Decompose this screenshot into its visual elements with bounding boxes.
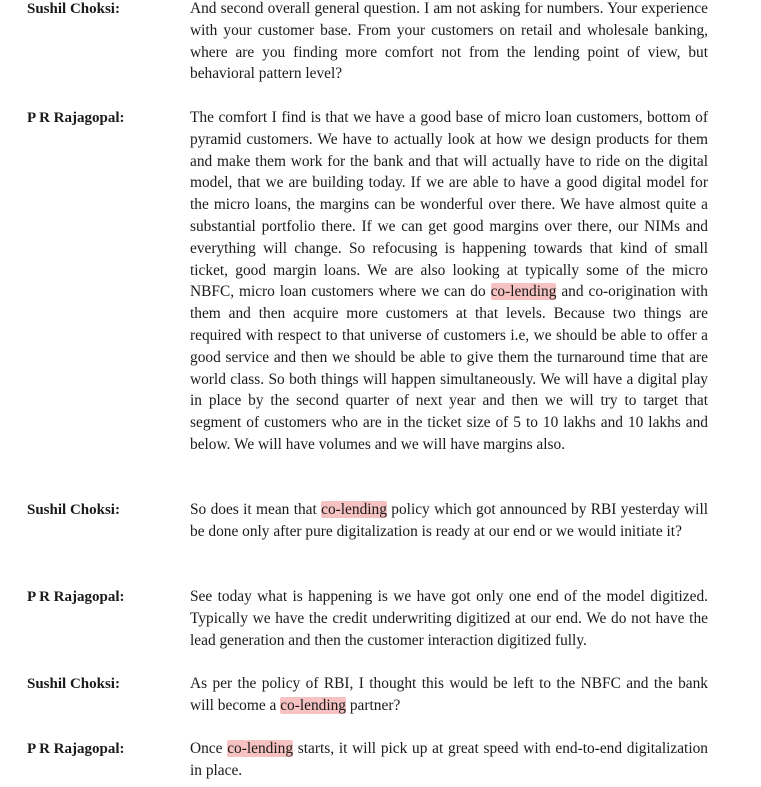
search-highlight: co-lending [321,501,387,518]
speaker-name: Sushil Choksi: [27,1,120,17]
speech-text [190,107,708,456]
speaker-name: P R Rajagopal: [27,589,125,605]
speech-segment: The comfort I find is that we have a good base of micro loan customers, bottom of pyramid customers. We have to actually look at how we design products for them and make them work for the bank and that will actually have to ride on the digital model, that we are building today. If we are able to have a good digital model for the micro loans, the margins can be wonderful over there. We have almost quite a substantial portfolio there. If we can get good margins over there, our NIMs and everything will change. So refocusing is happening towards that kind of small ticket, good margin loans. We are also looking at typically some of the micro NBFC, micro loan customers where we can do [190,109,708,301]
search-highlight: co-lending [280,696,347,714]
speech-segment: starts, it will pick up at great speed with end-to-end digitalization in place. [190,740,708,779]
speech-text [190,586,708,651]
search-highlight: co-lending [490,283,557,301]
speech-segment: and co-origination with them and then acquire more customers at that levels. Because two things are required with respect to that universe of customers i.e, we should be able to offer a good service and then we should be able to give them the turnaround time that are world class. So both things will happen simultaneously. We will have a digital play in place by the second quarter of next year and then we will try to target that segment of customers who are in the ticket size of 5 to 10 lakhs and 10 lakhs and below. We will have volumes and we will have margins also. [190,283,708,453]
speaker-name: Sushil Choksi: [27,502,120,518]
speech-segment: As per the policy of RBI, I thought this would be left to the NBFC and the bank will become a [190,675,708,714]
speech-segment: policy which got announced by RBI yesterday will be done only after pure digitalization is ready at our end or we would initiate it? [190,501,708,540]
speech-text [190,673,708,717]
search-highlight: co-lending [227,740,294,757]
speech-text [190,0,708,85]
speech-segment: See today what is happening is we have got only one end of the model digitized. Typically we have the credit underwriting digitized at our end. We do not have the lead generation and then the customer interaction digitized fully. [190,588,708,649]
speech-segment: So does it mean that [190,501,322,518]
speaker-name: P R Rajagopal: [27,110,125,126]
speaker-name: Sushil Choksi: [27,676,120,692]
speech-segment: And second overall general question. I am not asking for numbers. Your experience with your customer base. From your customers on retail and wholesale banking, where are you finding more comfort not from the lending point of view, but behavioral pattern level? [190,0,708,83]
speech-segment: partner? [346,696,401,714]
speech-text [190,738,708,782]
speaker-name: P R Rajagopal: [27,741,125,757]
speech-segment: Once [190,740,228,757]
speech-text [190,499,708,543]
